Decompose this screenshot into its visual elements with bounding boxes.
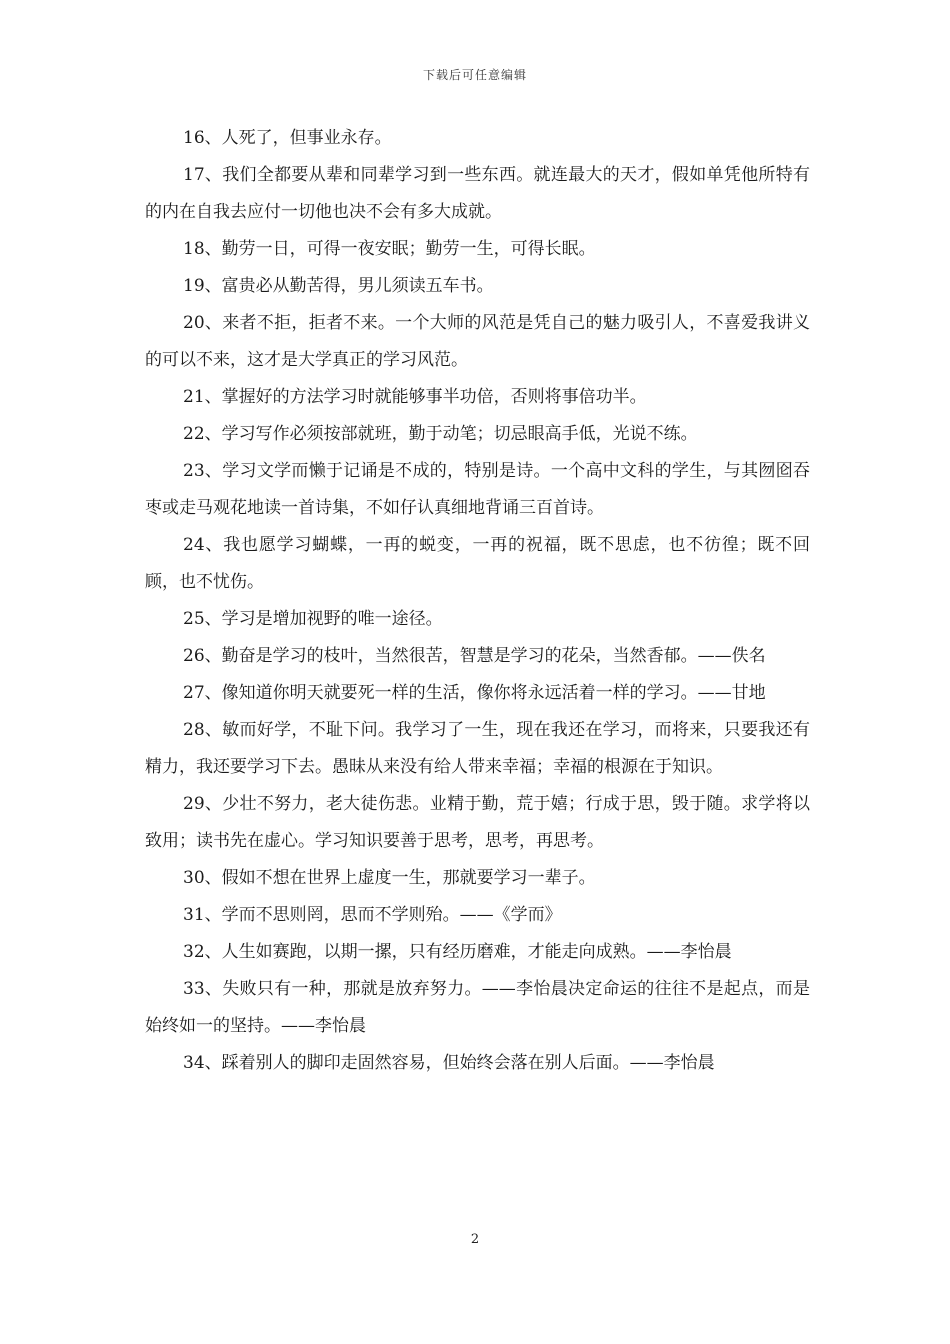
paragraph-16: 16、人死了，但事业永存。 — [183, 128, 392, 148]
paragraph-21: 21、掌握好的方法学习时就能够事半功倍，否则将事倍功半。 — [183, 387, 647, 407]
paragraph-26: 26、勤奋是学习的枝叶，当然很苦，智慧是学习的花朵，当然香郁。——佚名 — [183, 646, 766, 666]
paragraph-25: 25、学习是增加视野的唯一途径。 — [183, 609, 443, 629]
paragraph-33: 33、失败只有一种，那就是放弃努力。——李怡晨决定命运的往往不是起点，而是始终如一的坚持。——李怡晨 — [145, 979, 810, 1036]
document-body — [145, 120, 810, 1082]
paragraph-28: 28、敏而好学，不耻下问。我学习了一生，现在我还在学习，而将来，只要我还有精力，我还要学习下去。愚昧从来没有给人带来幸福；幸福的根源在于知识。 — [145, 720, 810, 777]
paragraph-27: 27、像知道你明天就要死一样的生活，像你将永远活着一样的学习。——甘地 — [183, 683, 766, 703]
paragraph-34: 34、踩着别人的脚印走固然容易，但始终会落在别人后面。——李怡晨 — [183, 1053, 715, 1073]
paragraph-17: 17、我们全都要从辈和同辈学习到一些东西。就连最大的天才，假如单凭他所特有的内在自我去应付一切他也决不会有多大成就。 — [145, 165, 810, 222]
paragraph-31: 31、学而不思则罔，思而不学则殆。——《学而》 — [183, 905, 562, 925]
paragraph-22: 22、学习写作必须按部就班，勤于动笔；切忌眼高手低，光说不练。 — [183, 424, 698, 444]
paragraph-19: 19、富贵必从勤苦得，男儿须读五车书。 — [183, 276, 494, 296]
paragraph-20: 20、来者不拒，拒者不来。一个大师的风范是凭自己的魅力吸引人，不喜爱我讲义的可以不来，这才是大学真正的学习风范。 — [145, 313, 810, 370]
paragraph-29: 29、少壮不努力，老大徒伤悲。业精于勤，荒于嬉；行成于思，毁于随。求学将以致用；读书先在虚心。学习知识要善于思考，思考，再思考。 — [145, 794, 810, 851]
page-number: 2 — [470, 1232, 480, 1247]
paragraph-18: 18、勤劳一日，可得一夜安眠；勤劳一生，可得长眠。 — [183, 239, 596, 259]
paragraph-24: 24、我也愿学习蝴蝶，一再的蜕变，一再的祝福，既不思虑，也不彷徨；既不回顾，也不忧伤。 — [145, 535, 810, 592]
paragraph-23: 23、学习文学而懒于记诵是不成的，特别是诗。一个高中文科的学生，与其囫囵吞枣或走马观花地读一首诗集，不如仔认真细地背诵三百首诗。 — [145, 461, 810, 518]
page-header: 下载后可任意编辑 — [422, 68, 527, 82]
paragraph-30: 30、假如不想在世界上虚度一生，那就要学习一辈子。 — [183, 868, 596, 888]
paragraph-32: 32、人生如赛跑，以期一摞，只有经历磨难，才能走向成熟。——李怡晨 — [183, 942, 732, 962]
